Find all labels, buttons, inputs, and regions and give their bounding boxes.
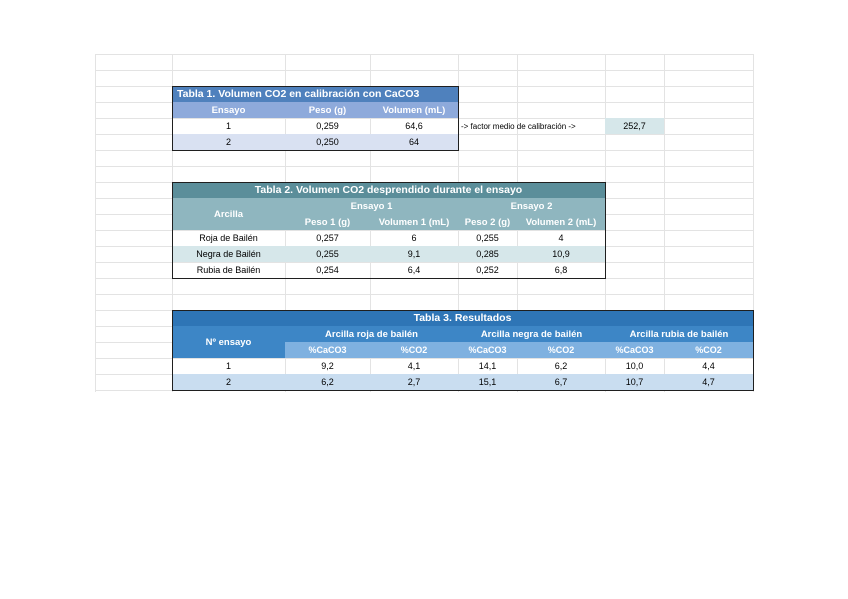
table3-header-roja: Arcilla roja de bailén [285, 326, 458, 342]
calibration-factor-value[interactable]: 252,7 [605, 118, 664, 134]
table2-cell[interactable]: Roja de Bailén [199, 233, 258, 243]
table2-cell[interactable]: 6 [411, 233, 417, 243]
table2-cell[interactable]: 6,8 [554, 265, 568, 275]
table2-cell[interactable]: 9,1 [370, 246, 458, 262]
table1-cell[interactable]: 64 [370, 134, 458, 150]
table2-cell[interactable]: 10,9 [517, 246, 605, 262]
spreadsheet [95, 54, 753, 392]
table2-cell[interactable]: 6,4 [407, 265, 421, 275]
table1-header-peso: Peso (g) [285, 102, 370, 118]
grid-line [95, 294, 753, 295]
table2-cell[interactable]: Rubia de Bailén [196, 265, 261, 275]
table1-cell[interactable]: 0,259 [316, 121, 339, 131]
table1-header-volumen: Volumen (mL) [370, 102, 458, 118]
table1-header-ensayo: Ensayo [172, 102, 285, 118]
table2-header-ensayo1: Ensayo 1 [285, 198, 458, 214]
table3-subheader: %CO2 [664, 342, 753, 358]
table3-cell[interactable]: 4,4 [702, 361, 715, 371]
grid-line [95, 278, 753, 279]
table3-subheader: %CO2 [517, 342, 605, 358]
table2-subheader: Volumen 1 (mL) [370, 214, 458, 230]
table3-header-negra: Arcilla negra de bailén [458, 326, 605, 342]
grid-line [95, 390, 753, 391]
table2-subheader: Volumen 2 (mL) [517, 214, 605, 230]
table3-cell[interactable]: 9,2 [321, 361, 334, 371]
table2-cell[interactable]: 0,255 [476, 233, 499, 243]
table2-subheader: Peso 1 (g) [285, 214, 370, 230]
table1-cell[interactable]: 2 [172, 134, 285, 150]
table2-subheader: Peso 2 (g) [458, 214, 517, 230]
table3-cell[interactable]: 4,1 [407, 361, 421, 371]
grid-line [753, 54, 754, 392]
table3-cell[interactable]: 1 [225, 361, 231, 371]
table1-cell[interactable]: 64,6 [405, 121, 423, 131]
table1-cell[interactable]: 0,250 [285, 134, 370, 150]
grid-line [95, 70, 753, 71]
table3-cell[interactable]: 6,2 [554, 361, 568, 371]
table2-header-ensayo2: Ensayo 2 [458, 198, 605, 214]
table3-header-ensayo: Nº ensayo [172, 326, 285, 358]
table2-cell[interactable]: Negra de Bailén [172, 246, 285, 262]
grid-line [95, 150, 753, 151]
table2-cell[interactable]: 0,285 [458, 246, 517, 262]
table3-cell[interactable]: 2 [172, 374, 285, 390]
table3-cell[interactable]: 6,7 [517, 374, 605, 390]
table2-title: Tabla 2. Volumen CO2 desprendido durante el ensayo [172, 182, 605, 198]
table3-subheader: %CO2 [370, 342, 458, 358]
calibration-factor-label: -> factor medio de calibración -> [461, 121, 576, 131]
table3-subheader: %CaCO3 [605, 342, 664, 358]
table2-cell[interactable]: 4 [558, 233, 564, 243]
table3-cell[interactable]: 10,0 [625, 361, 644, 371]
table3-cell[interactable]: 10,7 [605, 374, 664, 390]
grid-line [95, 166, 753, 167]
table3-title: Tabla 3. Resultados [172, 310, 753, 326]
table2-cell[interactable]: 0,254 [316, 265, 339, 275]
table1-title: Tabla 1. Volumen CO2 en calibración con CaCO3 [172, 86, 458, 102]
table3-cell[interactable]: 14,1 [478, 361, 497, 371]
table3-subheader: %CaCO3 [285, 342, 370, 358]
table3-cell[interactable]: 6,2 [285, 374, 370, 390]
table2-header-arcilla: Arcilla [172, 198, 285, 230]
table3-cell[interactable]: 4,7 [664, 374, 753, 390]
table3-cell[interactable]: 15,1 [458, 374, 517, 390]
table3-subheader: %CaCO3 [458, 342, 517, 358]
table1-cell[interactable]: 1 [225, 121, 231, 131]
table3-header-rubia: Arcilla rubia de bailén [605, 326, 753, 342]
table2-cell[interactable]: 0,255 [285, 246, 370, 262]
table2-cell[interactable]: 0,252 [476, 265, 499, 275]
grid-line [95, 54, 753, 55]
table2-cell[interactable]: 0,257 [316, 233, 339, 243]
table3-cell[interactable]: 2,7 [370, 374, 458, 390]
